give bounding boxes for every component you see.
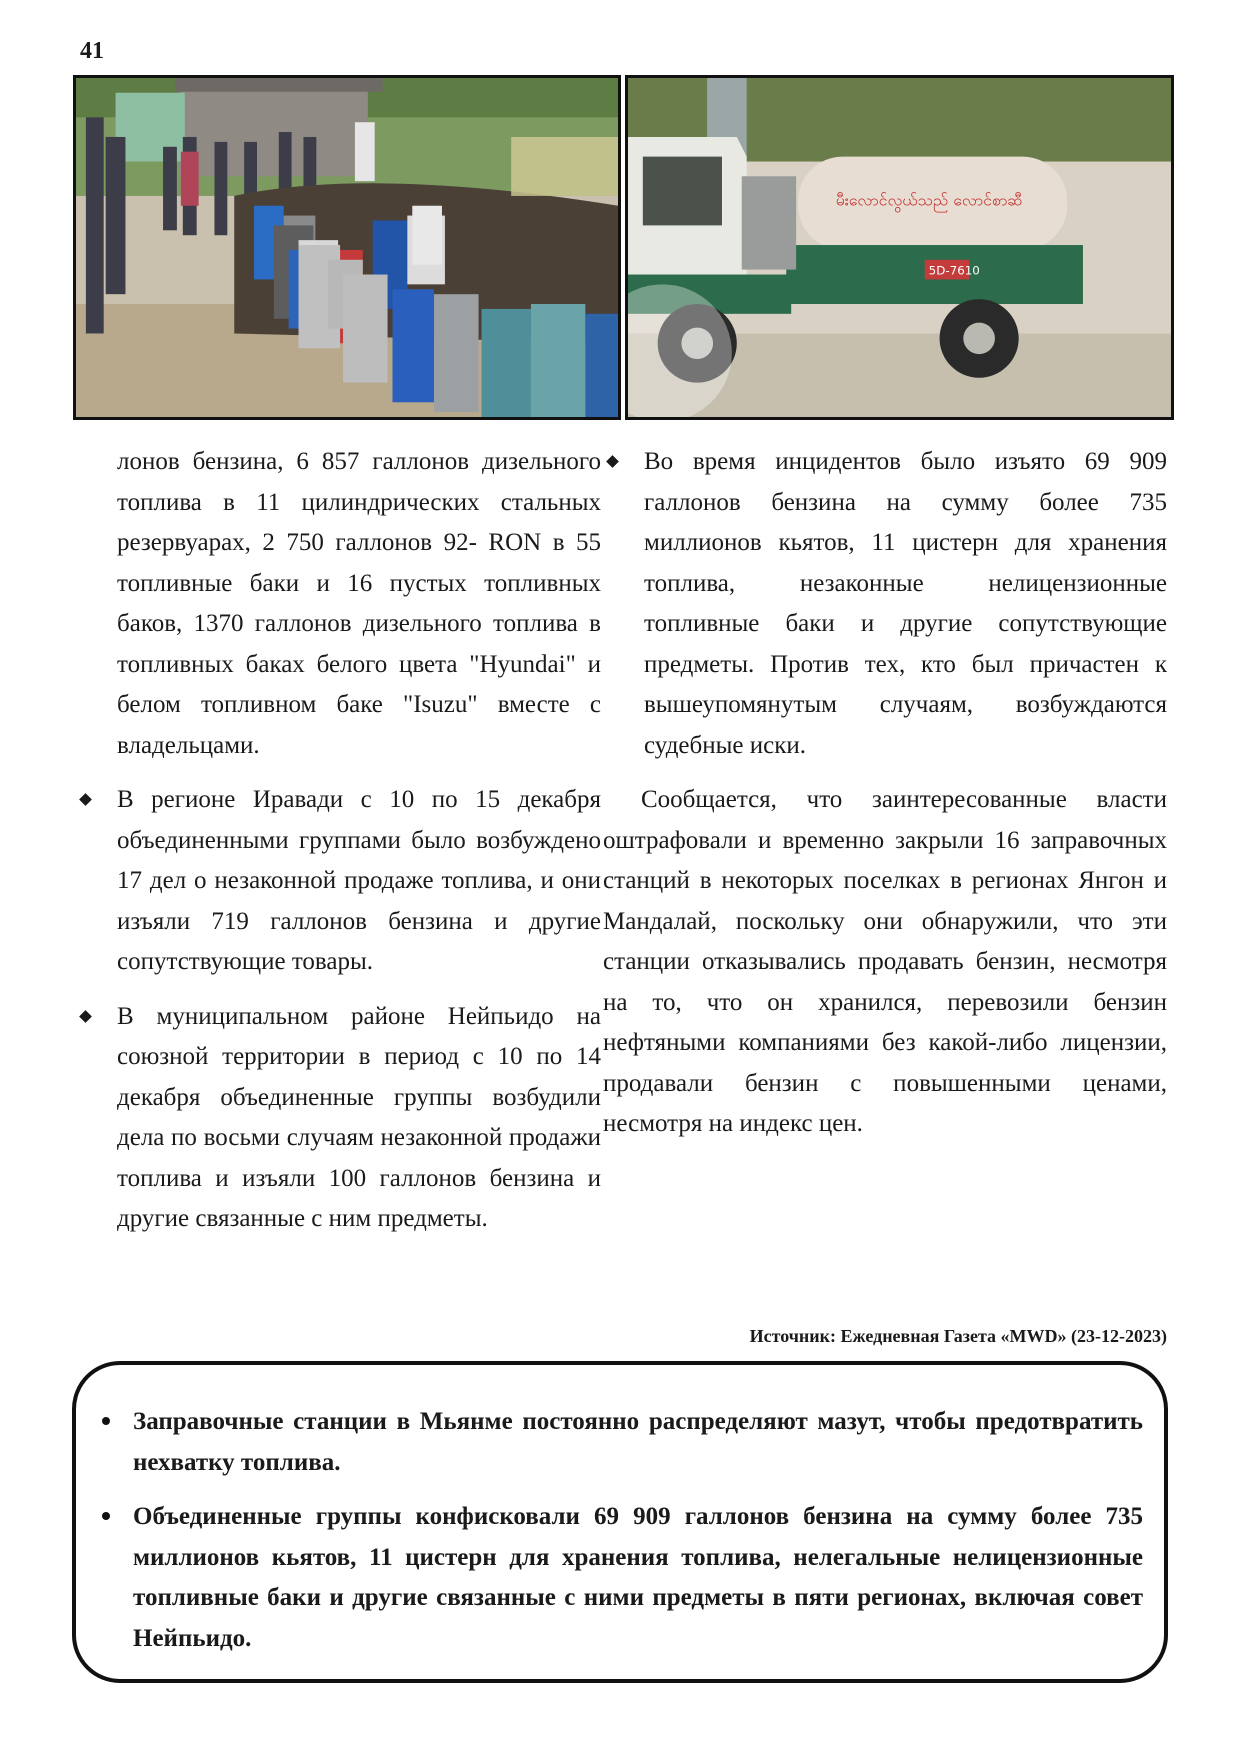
bullet-diamond-icon: [79, 1010, 92, 1023]
right-column: [603, 442, 1167, 1145]
summary-box: [72, 1361, 1168, 1683]
bullet-diamond-icon: [606, 455, 619, 468]
summary-item: [133, 1402, 1143, 1483]
summary-item-text: Заправочные станции в Мьянме постоянно распределяют мазут, чтобы предотвратить нехватку топлива.: [133, 1408, 1143, 1476]
left-column: [117, 442, 601, 1240]
right-paragraph-stations: Сообщается, что заинтересованные власти оштрафовали и временно закрыли 16 заправочных станций в некоторых поселках в регионах Янгон и Мандалай, поскольку они обнаружили, что эти станции отказывались продавать бензин, несмотря на то, что он хранился, перевозили бензин нефтяными компаниями без какой-либо лицензии, продавали бензин с повышенными ценами, несмотря на индекс цен.: [603, 786, 1167, 1137]
bullet-diamond-icon: [79, 793, 92, 806]
left-bullet-2-text: В муниципальном районе Нейпьидо на союзной территории в период с 10 по 14 декабря объединенные группы возбудили дела по восьми случаям незаконной продажи топлива и изъяли 100 галлонов бензина и другие связанные с ним предметы.: [117, 1002, 601, 1232]
photo-fuel-barrels: [73, 75, 621, 420]
right-bullet-seizure: [644, 442, 1167, 766]
left-bullet-1-text: В регионе Иравади с 10 по 15 декабря объединенными группами было возбуждено 17 дел о незаконной продаже топлива, и они изъяли 719 галлонов бензина и другие сопутствующие товары.: [117, 786, 601, 975]
summary-item-text: Объединенные группы конфисковали 69 909 галлонов бензина на сумму более 735 миллионов кьятов, 11 цистерн для хранения топлива, нелегальные нелицензионные топливные баки и другие связанные с ними предметы в пяти регионах, включая совет Нейпьидо.: [133, 1503, 1143, 1652]
truck-plate: 5D-7610: [928, 263, 980, 278]
left-bullet-ayeyarwady: [117, 780, 601, 983]
truck-illustration: [628, 78, 1171, 417]
summary-item: [133, 1497, 1143, 1659]
summary-list: [133, 1402, 1143, 1659]
left-continued-paragraph: лонов бензина, 6 857 галлонов дизельного топлива в 11 цилиндрических стальных резервуарах, 2 750 галлонов 92- RON в 55 топливные баки и 16 пустых топливных баков, 1370 галлонов дизельного топлива в топливных баках белого цвета "Hyundai" и белом топливном баке "Isuzu" вместе с владельцами.: [117, 448, 601, 759]
right-bullet-1-text: Во время инцидентов было изъято 69 909 галлонов бензина на сумму более 735 миллионов кьятов, 11 цистерн для хранения топлива, незаконные нелицензионные топливные баки и другие сопутствующие предметы. Против тех, кто был причастен к вышеупомянутым случаям, возбуждаются судебные иски.: [644, 448, 1167, 759]
bullet-dot-icon: [102, 1417, 110, 1425]
photo-fuel-truck: [625, 75, 1174, 420]
truck-sign-text: မီးလောင်လွယ်သည် လောင်စာဆီ: [835, 190, 1023, 210]
source-citation: Источник: Ежедневная Газета «MWD» (23-12-2023): [749, 1326, 1167, 1346]
bullet-dot-icon: [102, 1512, 110, 1520]
left-bullet-naypyidaw: [117, 997, 601, 1240]
page-number: 41: [80, 38, 104, 64]
barrels-illustration: [76, 78, 618, 417]
